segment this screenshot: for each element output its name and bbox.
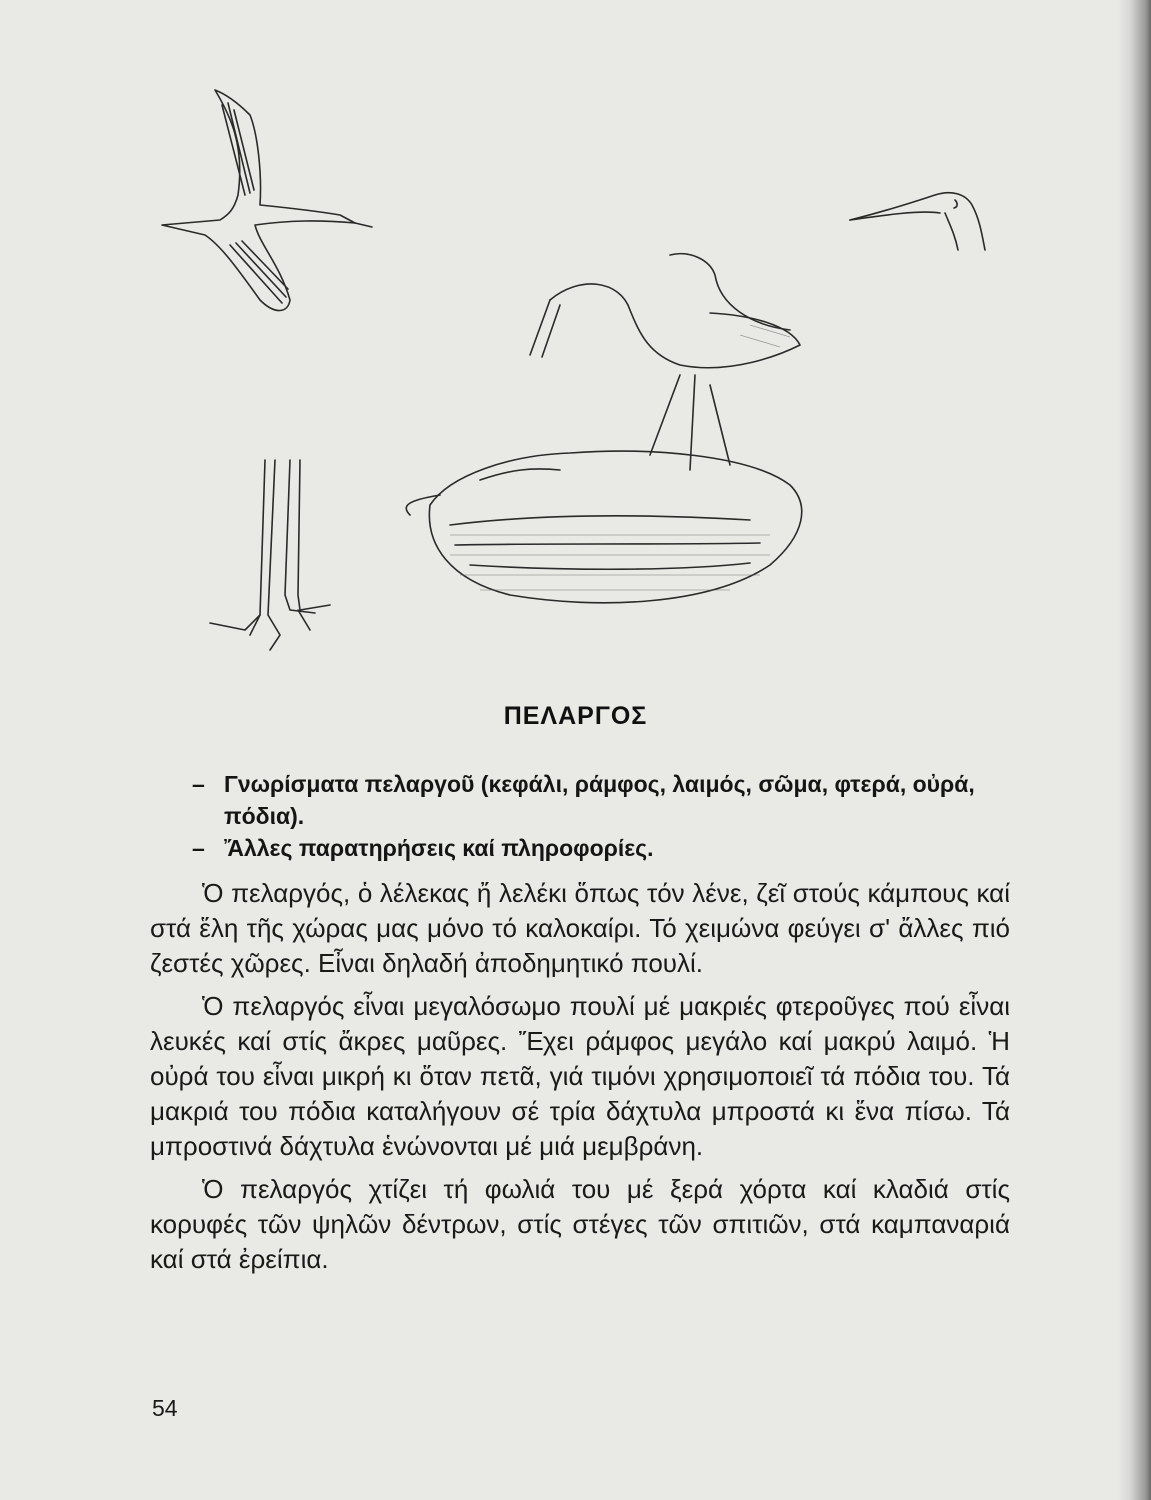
- stork-legs-drawing: [210, 460, 330, 650]
- stork-illustration: [150, 75, 1000, 675]
- page-title: ΠΕΛΑΡΓΟΣ: [503, 702, 648, 730]
- bullet-text: Ἄλλες παρατηρήσεις καί πληροφορίες.: [224, 835, 654, 861]
- page-binding-edge: [1117, 0, 1151, 1500]
- page-number: 54: [152, 1395, 178, 1421]
- paragraph: Ὁ πελαργός, ὁ λέλεκας ἤ λελέκι ὅπως τόν λένε, ζεῖ στούς κάμπους καί στά ἕλη τῆς χώρας μας μόνο τό καλοκαίρι. Τό χειμώνα φεύγει σ' ἄλλες πιό ζεστές χῶρες. Εἶναι δηλαδή ἀποδημητικό πουλί.: [150, 878, 1010, 978]
- bullet-list: [192, 768, 1012, 864]
- stork-head-drawing: [850, 193, 985, 250]
- bullet-item: [192, 832, 1012, 864]
- flying-stork-drawing: [162, 90, 372, 311]
- bullet-text: Γνωρίσματα πελαργοῦ (κεφάλι, ράμφος, λαιμός, σῶμα, φτερά, οὐρά, πόδια).: [224, 771, 975, 829]
- bullet-item: [192, 768, 1012, 832]
- paragraph: Ὁ πελαργός εἶναι μεγαλόσωμο πουλί μέ μακριές φτεροῦγες πού εἶναι λευκές καί στίς ἄκρες μαῦρες. Ἔχει ράμφος μεγάλο καί μακρύ λαιμό. Ἡ οὐρά του εἶναι μικρή κι ὅταν πετᾶ, γιά τιμόνι χρησιμοποιεῖ τά πόδια του. Τά μακριά του πόδια καταλήγουν σέ τρία δάχτυλα μπροστά κι ἕνα πίσω. Τά μπροστινά δάχτυλα ἑνώνονται μέ μιά μεμβράνη.: [150, 991, 1010, 1161]
- storks-on-nest-drawing: [406, 254, 801, 603]
- paragraph: Ὁ πελαργός χτίζει τή φωλιά του μέ ξερά χόρτα καί κλαδιά στίς κορυφές τῶν ψηλῶν δέντρων, στίς στέγες τῶν σπιτιῶν, στά καμπαναριά καί στά ἐρείπια.: [150, 1174, 1010, 1274]
- bullet-dash: –: [192, 771, 205, 797]
- bullet-dash: –: [192, 835, 205, 861]
- body-text: [150, 876, 1010, 1285]
